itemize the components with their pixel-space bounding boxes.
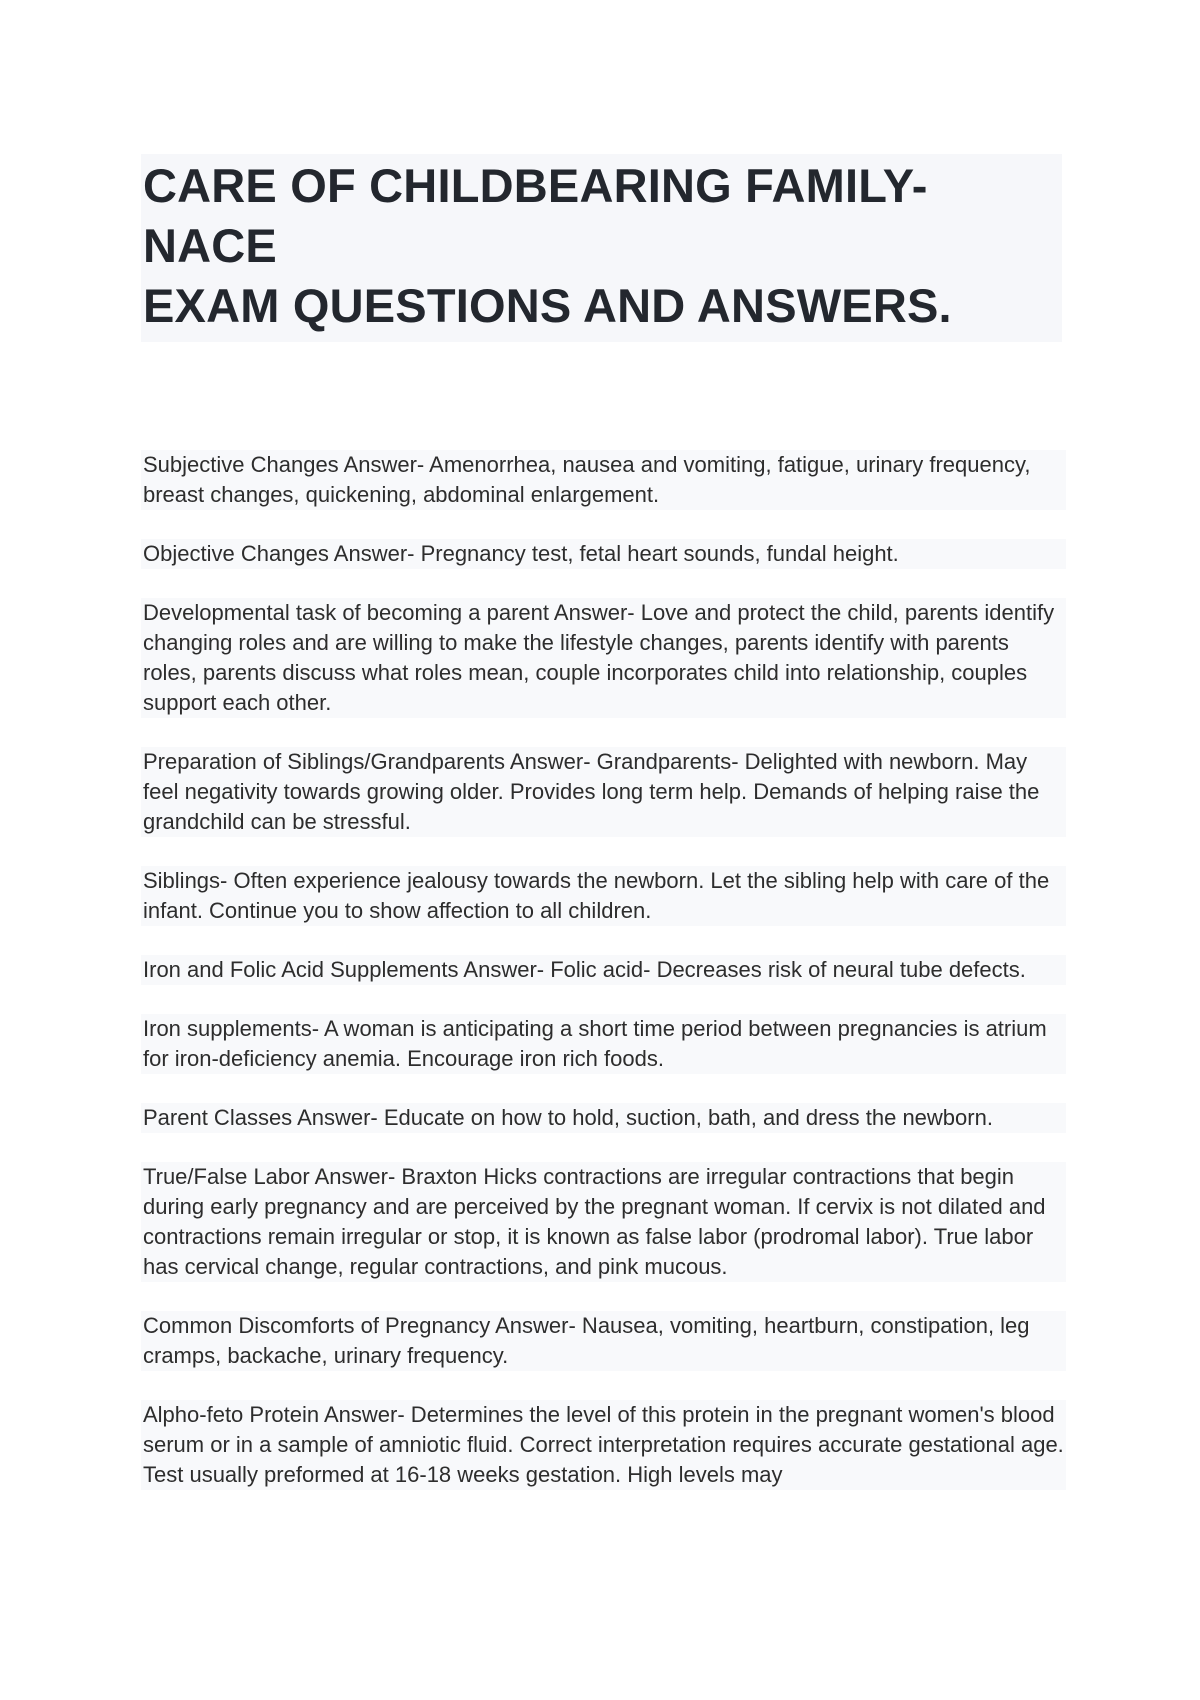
qa-entry-objective-changes: Objective Changes Answer- Pregnancy test, fetal heart sounds, fundal height. bbox=[141, 539, 1066, 569]
qa-list bbox=[141, 450, 1066, 1519]
qa-entry-siblings: Siblings- Often experience jealousy towards the newborn. Let the sibling help with care of the infant. Continue you to show affection to all children. bbox=[141, 866, 1066, 926]
document-title bbox=[143, 156, 1058, 336]
qa-entry-common-discomforts: Common Discomforts of Pregnancy Answer- Nausea, vomiting, heartburn, constipation, leg cramps, backache, urinary frequency. bbox=[141, 1311, 1066, 1371]
qa-entry-true-false-labor: True/False Labor Answer- Braxton Hicks contractions are irregular contractions that begin during early pregnancy and are perceived by the pregnant woman. If cervix is not dilated and contractions remain irregular or stop, it is known as false labor (prodromal labor). True labor has cervical change, regular contractions, and pink mucous. bbox=[141, 1162, 1066, 1282]
title-line-2: EXAM QUESTIONS AND ANSWERS. bbox=[143, 279, 952, 332]
title-block bbox=[141, 154, 1062, 342]
qa-entry-alpha-feto-protein: Alpho-feto Protein Answer- Determines the level of this protein in the pregnant women's blood serum or in a sample of amniotic fluid. Correct interpretation requires accurate gestational age. Test usually preformed at 16-18 weeks gestation. High levels may bbox=[141, 1400, 1066, 1490]
qa-entry-developmental-task: Developmental task of becoming a parent Answer- Love and protect the child, parents identify changing roles and are willing to make the lifestyle changes, parents identify with parents roles, parents discuss what roles mean, couple incorporates child into relationship, couples support each other. bbox=[141, 598, 1066, 718]
qa-entry-iron-supplements: Iron supplements- A woman is anticipating a short time period between pregnancies is atrium for iron-deficiency anemia. Encourage iron rich foods. bbox=[141, 1014, 1066, 1074]
qa-entry-parent-classes: Parent Classes Answer- Educate on how to hold, suction, bath, and dress the newborn. bbox=[141, 1103, 1066, 1133]
qa-entry-siblings-grandparents: Preparation of Siblings/Grandparents Answer- Grandparents- Delighted with newborn. May feel negativity towards growing older. Provides long term help. Demands of helping raise the grandchild can be stressful. bbox=[141, 747, 1066, 837]
title-line-1: CARE OF CHILDBEARING FAMILY-NACE bbox=[143, 159, 928, 272]
qa-entry-iron-folic-acid: Iron and Folic Acid Supplements Answer- Folic acid- Decreases risk of neural tube defects. bbox=[141, 955, 1066, 985]
qa-entry-subjective-changes: Subjective Changes Answer- Amenorrhea, nausea and vomiting, fatigue, urinary frequency, breast changes, quickening, abdominal enlargement. bbox=[141, 450, 1066, 510]
